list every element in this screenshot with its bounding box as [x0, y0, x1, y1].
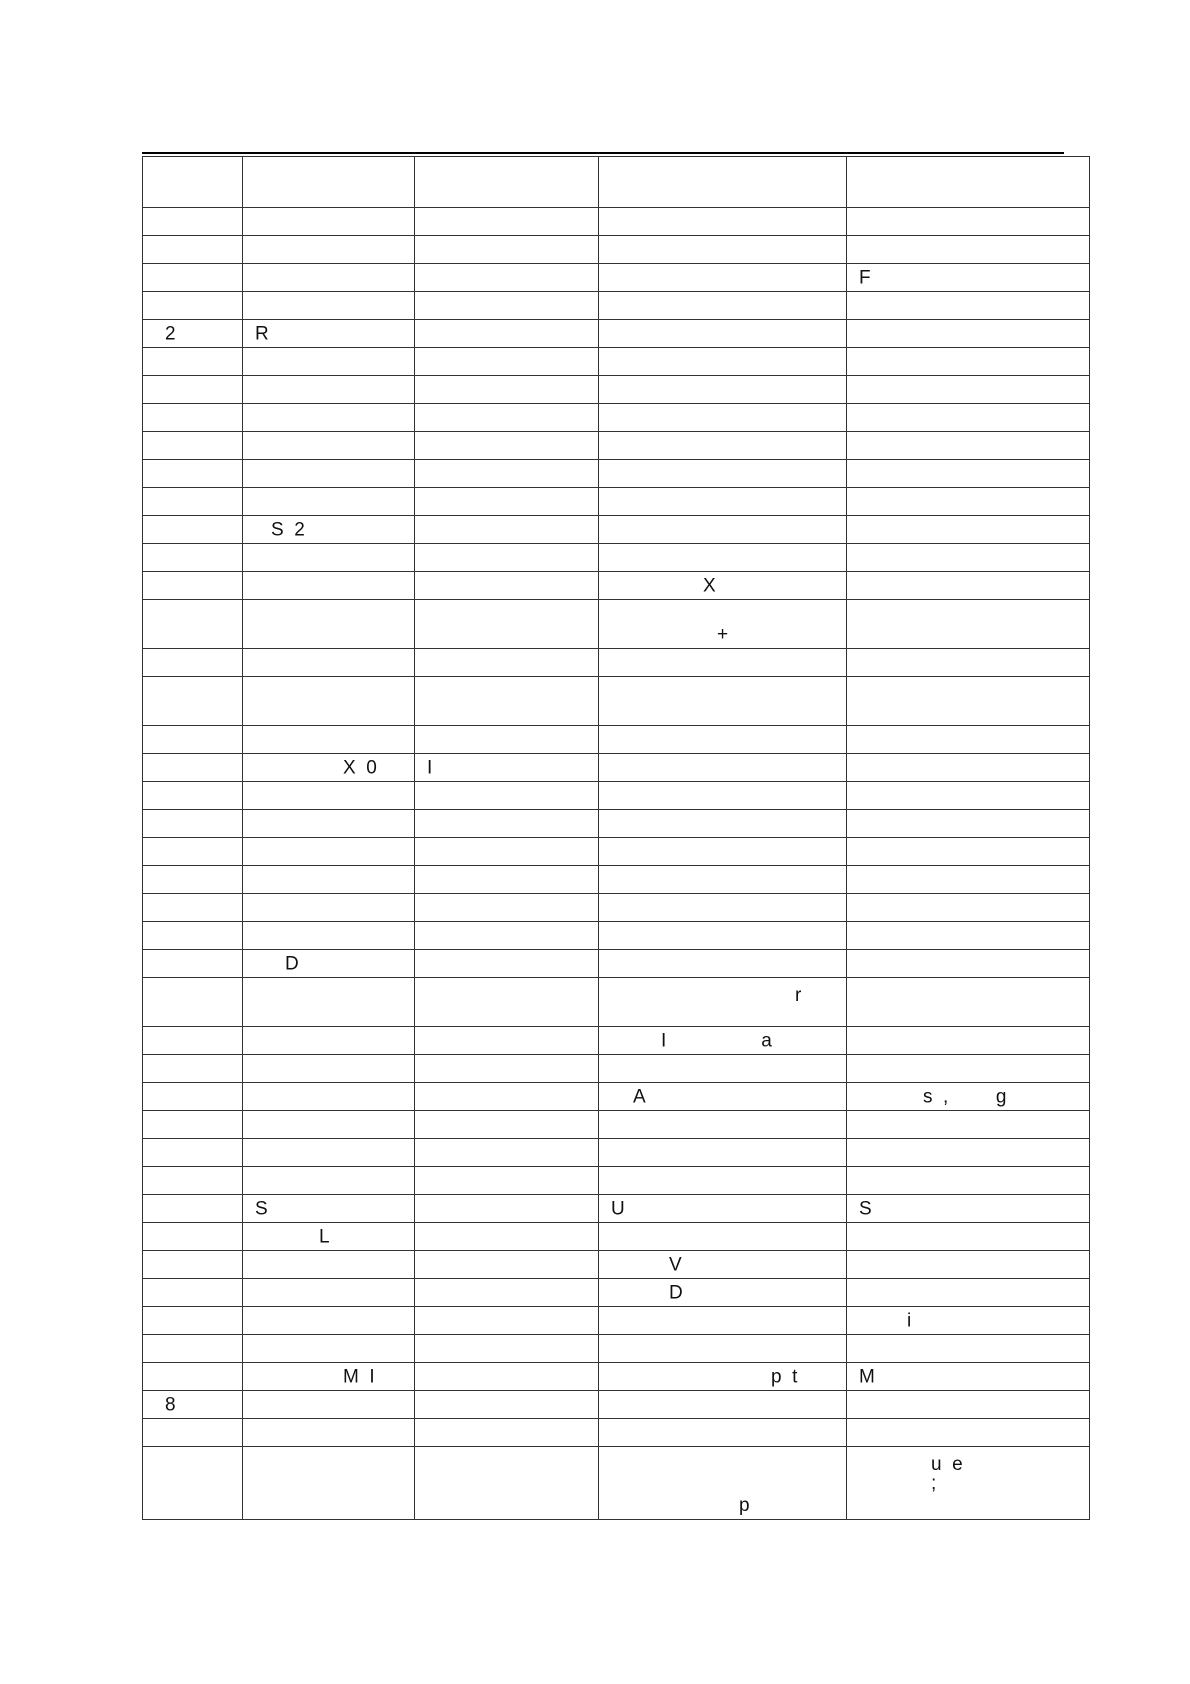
table-cell: [243, 1335, 415, 1363]
table-row: [143, 1419, 1090, 1447]
table-cell: [599, 866, 847, 894]
table-cell: [415, 1307, 599, 1335]
table-cell: [599, 404, 847, 432]
table-cell: [243, 1279, 415, 1307]
table-cell: [243, 264, 415, 292]
table-cell: [847, 264, 1090, 292]
table-cell: [143, 1055, 243, 1083]
table-cell: [415, 292, 599, 320]
cell-text: D: [285, 953, 299, 974]
table-cell: [599, 1279, 847, 1307]
table-row: [143, 320, 1090, 348]
table-cell: [599, 264, 847, 292]
table-row: [143, 600, 1090, 649]
table-row: [143, 726, 1090, 754]
table-cell: [415, 866, 599, 894]
table-cell: [243, 432, 415, 460]
table-cell: [143, 292, 243, 320]
table-cell: [143, 1027, 243, 1055]
table-cell: [599, 1447, 847, 1520]
table-cell: [243, 1419, 415, 1447]
cell-text: F: [859, 267, 871, 288]
cell-text: S: [859, 1198, 872, 1219]
table-cell: [143, 460, 243, 488]
table-cell: [143, 376, 243, 404]
table-cell: [143, 782, 243, 810]
table-cell: [599, 348, 847, 376]
table-row: [143, 754, 1090, 782]
cell-text: A: [633, 1086, 646, 1107]
table-cell: [243, 922, 415, 950]
table-row: [143, 1055, 1090, 1083]
table-cell: [599, 1111, 847, 1139]
table-row: [143, 292, 1090, 320]
table-cell: [243, 677, 415, 726]
table-row: [143, 1167, 1090, 1195]
table-row: [143, 516, 1090, 544]
table-cell: [143, 404, 243, 432]
table-cell: [143, 754, 243, 782]
table-cell: [847, 1195, 1090, 1223]
table-cell: [599, 292, 847, 320]
cell-text: p t: [771, 1366, 798, 1387]
table-cell: [415, 1027, 599, 1055]
table-cell: [599, 950, 847, 978]
table-cell: [599, 754, 847, 782]
table-cell: [599, 649, 847, 677]
cell-text: D: [669, 1282, 683, 1303]
table-row: [143, 1447, 1090, 1520]
table-cell: [599, 544, 847, 572]
table-cell: [143, 950, 243, 978]
table-cell: [847, 978, 1090, 1027]
cell-text: U: [611, 1198, 625, 1219]
table-cell: [599, 236, 847, 264]
table-cell: [243, 320, 415, 348]
table-cell: [847, 1111, 1090, 1139]
table-row: [143, 208, 1090, 236]
cell-text: X 0: [343, 757, 377, 778]
table-cell: [847, 1391, 1090, 1419]
table-cell: [143, 1251, 243, 1279]
table-cell: [143, 600, 243, 649]
table-cell: [847, 1055, 1090, 1083]
table-row: [143, 677, 1090, 726]
table-cell: [243, 726, 415, 754]
table-cell: [415, 1083, 599, 1111]
table-row: [143, 866, 1090, 894]
table-cell: [599, 432, 847, 460]
table-cell: [415, 1223, 599, 1251]
table-cell: [415, 1195, 599, 1223]
table-cell: [415, 320, 599, 348]
table-cell: [599, 894, 847, 922]
table-cell: [143, 1223, 243, 1251]
table-row: [143, 376, 1090, 404]
table-cell: [143, 1083, 243, 1111]
table-cell: [599, 1363, 847, 1391]
table-cell: [243, 1111, 415, 1139]
table-row: [143, 404, 1090, 432]
table-cell: [415, 432, 599, 460]
table-row: [143, 1279, 1090, 1307]
table-cell: [599, 1419, 847, 1447]
table-cell: [415, 516, 599, 544]
table-cell: [415, 1391, 599, 1419]
table-row: [143, 1083, 1090, 1111]
table-cell: [847, 516, 1090, 544]
table-cell: [847, 1419, 1090, 1447]
table-cell: [599, 1139, 847, 1167]
table-cell: [599, 978, 847, 1027]
table-cell: [847, 726, 1090, 754]
table-cell: [143, 488, 243, 516]
table-cell: [415, 782, 599, 810]
table-cell: [143, 649, 243, 677]
cell-text: L: [319, 1226, 330, 1247]
table-cell: [243, 1251, 415, 1279]
table-row: [143, 1139, 1090, 1167]
table-cell: [243, 208, 415, 236]
table-cell: [243, 1223, 415, 1251]
table-cell: [415, 348, 599, 376]
table-cell: [599, 572, 847, 600]
table-cell: [243, 838, 415, 866]
table-cell: [415, 488, 599, 516]
table-cell: [599, 677, 847, 726]
table-cell: [415, 1447, 599, 1520]
cell-text: 2: [165, 323, 176, 344]
table-cell: [415, 754, 599, 782]
table-cell: [143, 1111, 243, 1139]
form-table: [142, 156, 1090, 1520]
table-cell: [415, 726, 599, 754]
cell-text: u e ;: [931, 1454, 963, 1494]
table-row: [143, 264, 1090, 292]
cell-text: S: [255, 1198, 268, 1219]
table-cell: [243, 1363, 415, 1391]
table-row: [143, 922, 1090, 950]
table-cell: [143, 1279, 243, 1307]
table-cell: [243, 1447, 415, 1520]
table-cell: [599, 1307, 847, 1335]
table-cell: [599, 1335, 847, 1363]
table-cell: [415, 460, 599, 488]
table-cell: [243, 488, 415, 516]
table-cell: [415, 1167, 599, 1195]
table-cell: [415, 677, 599, 726]
cell-text: S 2: [271, 519, 305, 540]
cell-text: X: [703, 575, 716, 596]
table-cell: [243, 404, 415, 432]
table-cell: [143, 320, 243, 348]
table-cell: [143, 236, 243, 264]
table-cell: [415, 208, 599, 236]
table-row: [143, 1223, 1090, 1251]
table-cell: [415, 894, 599, 922]
table-cell: [847, 1139, 1090, 1167]
table-cell: [415, 572, 599, 600]
table-cell: [847, 1083, 1090, 1111]
table-cell: [243, 572, 415, 600]
table-cell: [599, 1223, 847, 1251]
table-cell: [143, 922, 243, 950]
table-cell: [243, 950, 415, 978]
table-cell: [415, 810, 599, 838]
table-cell: [143, 1307, 243, 1335]
table-cell: [143, 1419, 243, 1447]
table-cell: [599, 600, 847, 649]
table-row: [143, 432, 1090, 460]
table-row: [143, 1027, 1090, 1055]
table-row: [143, 649, 1090, 677]
table-cell: [143, 348, 243, 376]
table-row: [143, 348, 1090, 376]
table-cell: [415, 1363, 599, 1391]
table-cell: [847, 292, 1090, 320]
table-cell: [415, 1251, 599, 1279]
cell-text: r: [795, 985, 802, 1006]
table-row: [143, 838, 1090, 866]
table-cell: [243, 1391, 415, 1419]
table-cell: [847, 320, 1090, 348]
table-cell: [243, 157, 415, 208]
table-cell: [415, 376, 599, 404]
cell-text: R: [255, 323, 269, 344]
table-cell: [415, 1139, 599, 1167]
cell-text: i: [907, 1310, 912, 1331]
table-cell: [847, 208, 1090, 236]
cell-text: M I: [343, 1366, 375, 1387]
table-row: [143, 1195, 1090, 1223]
table-cell: [143, 544, 243, 572]
table-cell: [847, 488, 1090, 516]
table-cell: [599, 810, 847, 838]
table-cell: [847, 432, 1090, 460]
cell-text: I a: [661, 1030, 772, 1051]
table-cell: [847, 1447, 1090, 1520]
top-rule: [142, 152, 1064, 154]
table-cell: [599, 782, 847, 810]
table-cell: [847, 376, 1090, 404]
table-cell: [599, 376, 847, 404]
table-cell: [415, 1419, 599, 1447]
table-row: [143, 460, 1090, 488]
table-cell: [143, 572, 243, 600]
table-row: [143, 544, 1090, 572]
table-row: [143, 157, 1090, 208]
table-cell: [599, 1027, 847, 1055]
table-cell: [143, 894, 243, 922]
table-cell: [847, 157, 1090, 208]
table-cell: [243, 1083, 415, 1111]
cell-text: 8: [165, 1394, 176, 1415]
table-cell: [599, 1083, 847, 1111]
table-cell: [143, 810, 243, 838]
table-cell: [143, 838, 243, 866]
table-cell: [143, 157, 243, 208]
table-cell: [599, 157, 847, 208]
table-cell: [599, 208, 847, 236]
table-cell: [847, 754, 1090, 782]
table-cell: [243, 376, 415, 404]
table-cell: [599, 1391, 847, 1419]
cell-text: p: [739, 1495, 750, 1516]
table-cell: [415, 544, 599, 572]
table-cell: [243, 1139, 415, 1167]
table-cell: [847, 866, 1090, 894]
table-cell: [243, 236, 415, 264]
table-row: [143, 782, 1090, 810]
table-cell: [415, 950, 599, 978]
table-cell: [243, 292, 415, 320]
table-cell: [415, 157, 599, 208]
table-cell: [243, 894, 415, 922]
table-cell: [847, 950, 1090, 978]
table-cell: [847, 894, 1090, 922]
table-cell: [599, 488, 847, 516]
table-cell: [243, 1195, 415, 1223]
table-cell: [847, 782, 1090, 810]
table-cell: [599, 1055, 847, 1083]
cell-text: s , g: [923, 1086, 1007, 1107]
table-row: [143, 1111, 1090, 1139]
table-cell: [143, 978, 243, 1027]
table-cell: [599, 1251, 847, 1279]
table-cell: [847, 1363, 1090, 1391]
table-cell: [415, 649, 599, 677]
table-cell: [415, 264, 599, 292]
table-cell: [599, 1167, 847, 1195]
table-cell: [415, 1279, 599, 1307]
table-row: [143, 1307, 1090, 1335]
table-cell: [243, 516, 415, 544]
table-cell: [415, 1055, 599, 1083]
table-cell: [143, 516, 243, 544]
table-cell: [143, 208, 243, 236]
table-cell: [243, 544, 415, 572]
table-cell: [243, 1167, 415, 1195]
table-row: [143, 894, 1090, 922]
table-cell: [847, 1027, 1090, 1055]
table-cell: [847, 922, 1090, 950]
table-row: [143, 810, 1090, 838]
table-row: [143, 1251, 1090, 1279]
table-cell: [243, 754, 415, 782]
table-cell: [243, 600, 415, 649]
table-cell: [599, 726, 847, 754]
table-cell: [415, 978, 599, 1027]
table-cell: [847, 649, 1090, 677]
table-cell: [847, 1167, 1090, 1195]
table-row: [143, 1335, 1090, 1363]
table-row: [143, 1363, 1090, 1391]
table-cell: [243, 810, 415, 838]
table-cell: [143, 1335, 243, 1363]
table-cell: [847, 544, 1090, 572]
table-cell: [847, 677, 1090, 726]
table-cell: [847, 404, 1090, 432]
table-cell: [243, 866, 415, 894]
table-cell: [143, 726, 243, 754]
cell-text: I: [427, 757, 433, 778]
table-cell: [599, 516, 847, 544]
table-cell: [143, 1167, 243, 1195]
table-cell: [143, 1195, 243, 1223]
table-cell: [599, 320, 847, 348]
table-cell: [599, 1195, 847, 1223]
table-cell: [243, 782, 415, 810]
table-row: [143, 488, 1090, 516]
table-cell: [243, 649, 415, 677]
table-cell: [847, 1335, 1090, 1363]
table-row: [143, 950, 1090, 978]
table-cell: [847, 600, 1090, 649]
table-cell: [143, 1391, 243, 1419]
table-cell: [415, 1111, 599, 1139]
table-cell: [847, 348, 1090, 376]
table-row: [143, 236, 1090, 264]
table-cell: [599, 838, 847, 866]
cell-text: +: [717, 624, 729, 645]
table-cell: [415, 922, 599, 950]
table-cell: [143, 866, 243, 894]
table-cell: [243, 1307, 415, 1335]
table-cell: [243, 1027, 415, 1055]
table-cell: [847, 838, 1090, 866]
table-cell: [415, 404, 599, 432]
table-cell: [847, 1307, 1090, 1335]
table-row: [143, 978, 1090, 1027]
table-cell: [143, 1139, 243, 1167]
table-cell: [847, 1279, 1090, 1307]
table-cell: [415, 600, 599, 649]
table-cell: [599, 922, 847, 950]
table-cell: [143, 1447, 243, 1520]
table-cell: [143, 677, 243, 726]
table-cell: [243, 460, 415, 488]
cell-text: V: [669, 1254, 682, 1275]
table-cell: [847, 1251, 1090, 1279]
table-cell: [143, 432, 243, 460]
table-cell: [143, 264, 243, 292]
table-cell: [243, 1055, 415, 1083]
table-cell: [847, 236, 1090, 264]
table-cell: [143, 1363, 243, 1391]
table-cell: [599, 460, 847, 488]
table-cell: [415, 838, 599, 866]
table-cell: [415, 236, 599, 264]
table-cell: [847, 810, 1090, 838]
table-row: [143, 1391, 1090, 1419]
cell-text: M: [859, 1366, 875, 1387]
table-row: [143, 572, 1090, 600]
table-cell: [847, 460, 1090, 488]
table-cell: [243, 978, 415, 1027]
table-cell: [243, 348, 415, 376]
table-cell: [847, 572, 1090, 600]
table-cell: [847, 1223, 1090, 1251]
table-cell: [415, 1335, 599, 1363]
